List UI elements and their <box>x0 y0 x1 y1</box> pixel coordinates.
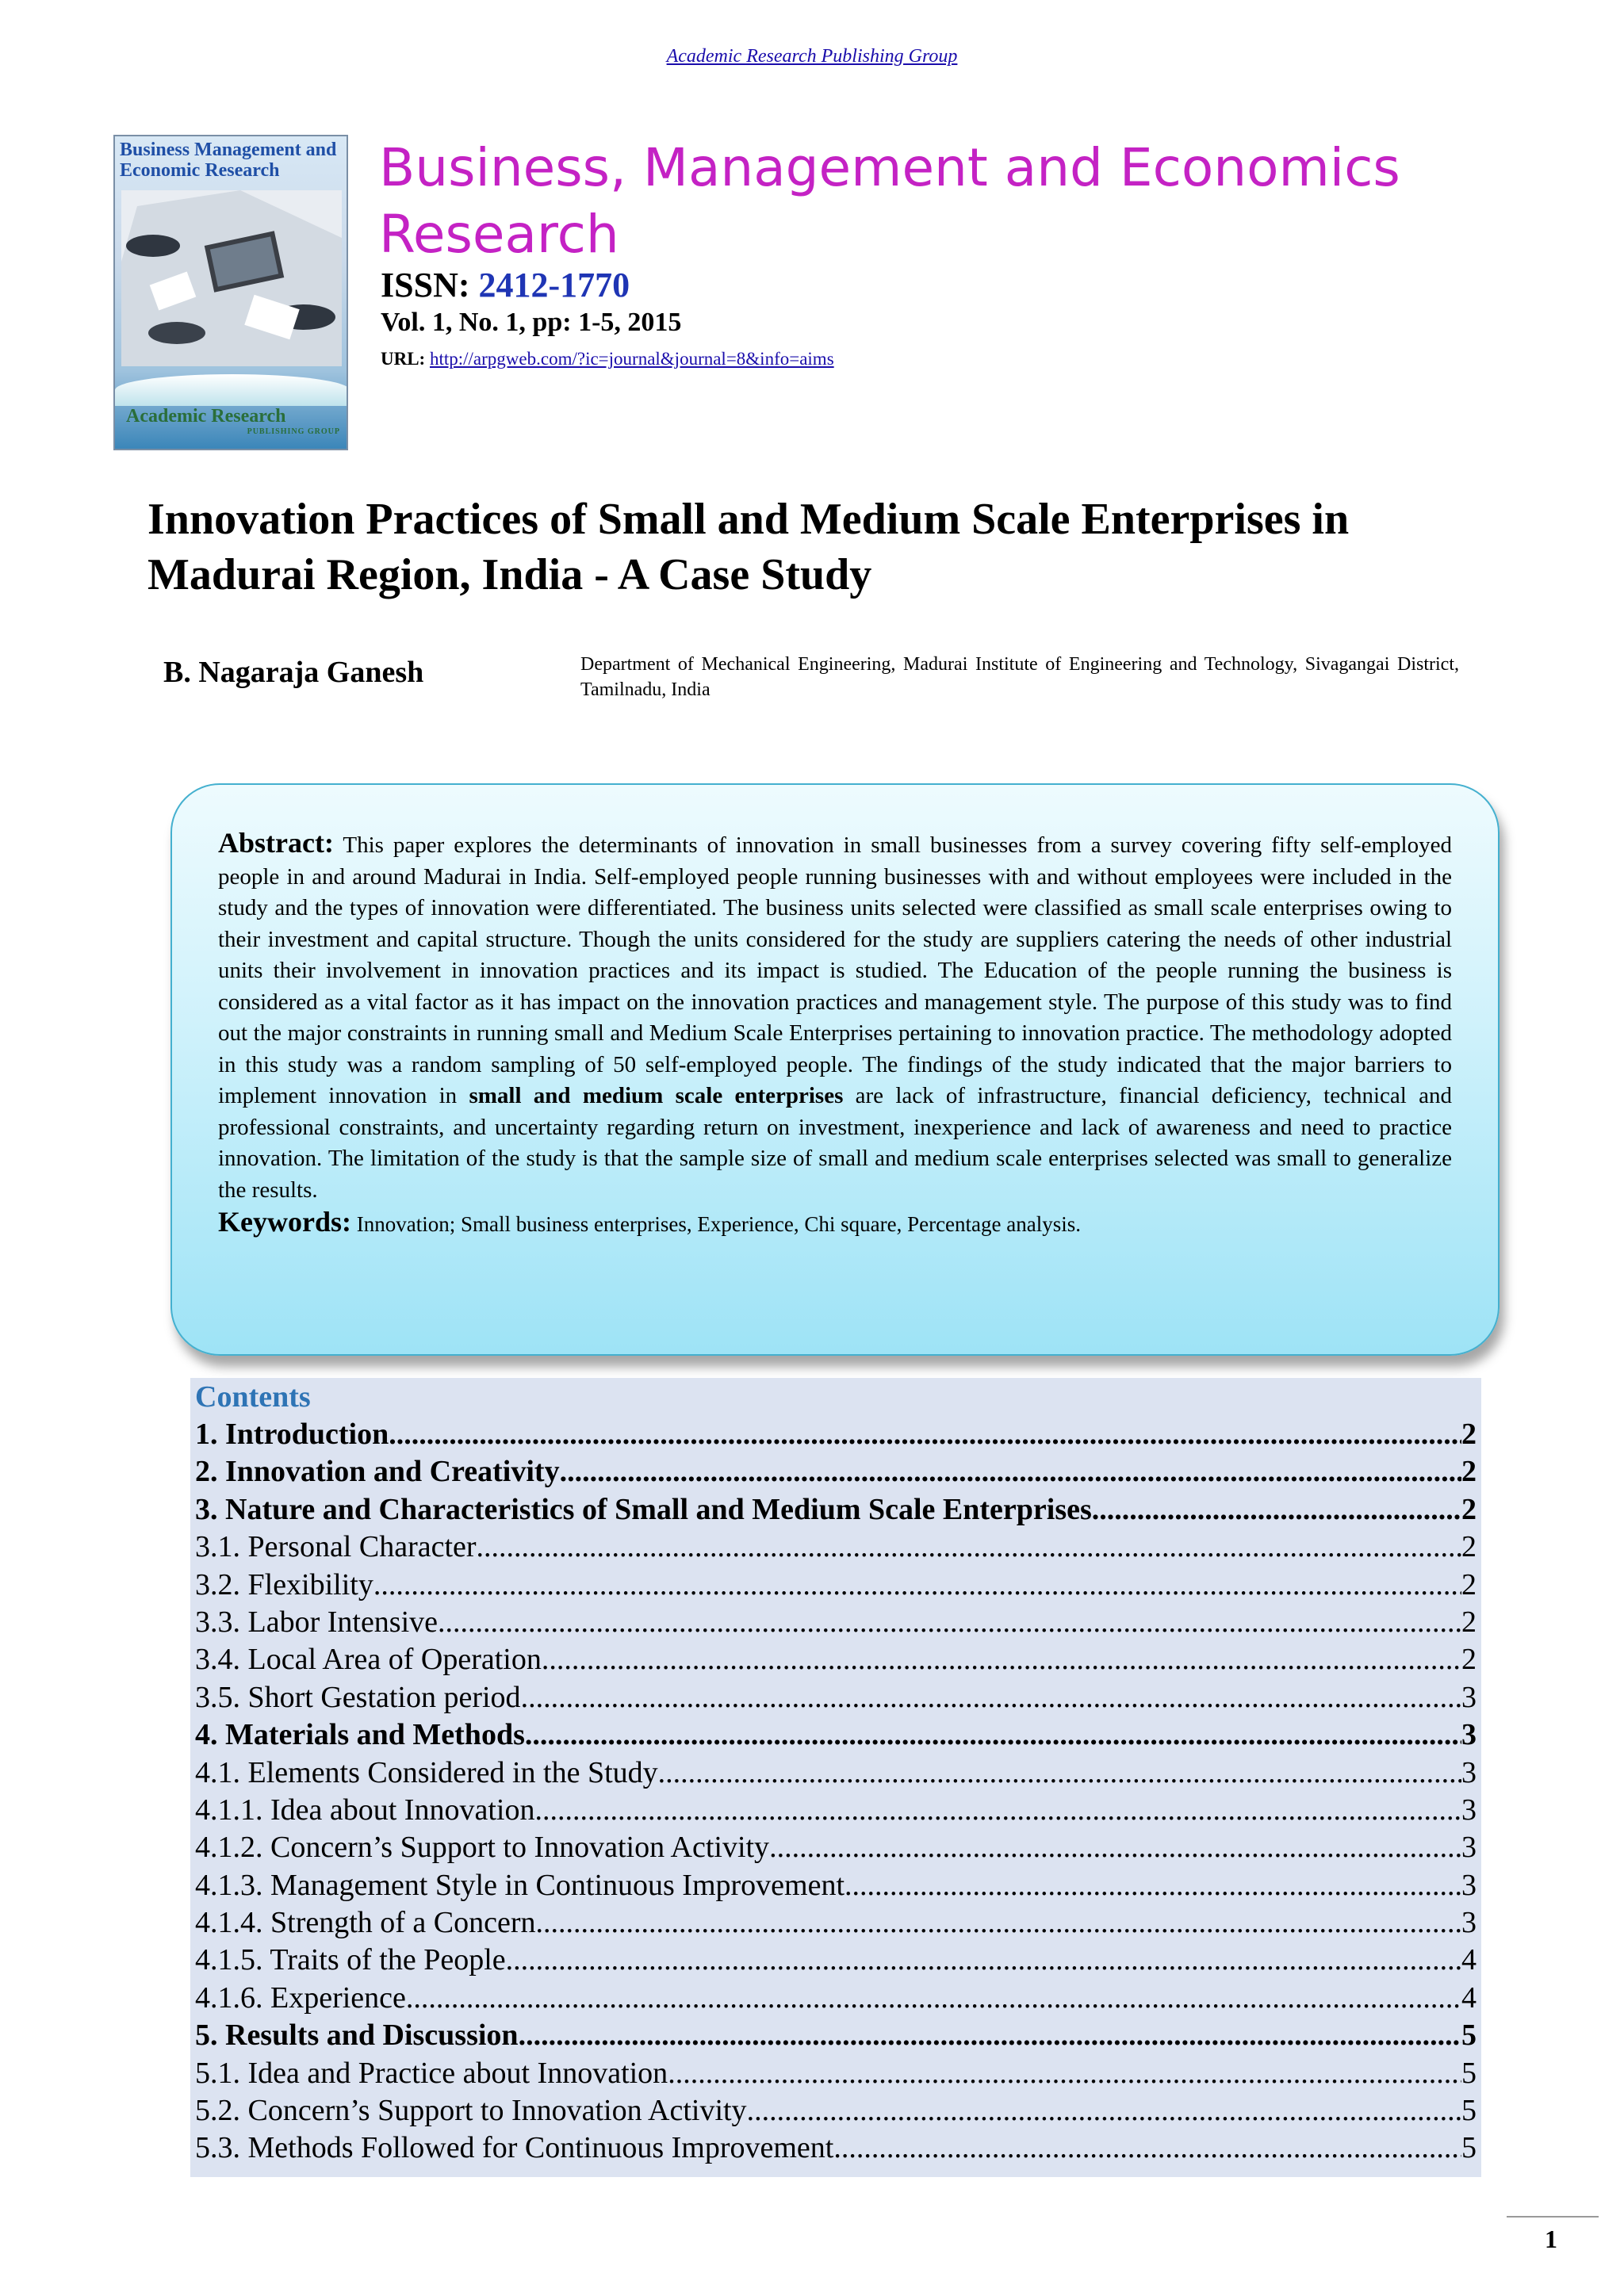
author-affiliation: Department of Mechanical Engineering, Madurai Institute of Engineering and Technology, Sivagangai District, Tamilnadu, India <box>580 654 1459 700</box>
toc-entry[interactable] <box>195 2055 1477 2092</box>
business-meeting-illustration <box>121 190 342 366</box>
toc-leader-dots <box>542 1641 1461 1678</box>
toc-leader-dots <box>534 1792 1461 1829</box>
table-of-contents <box>190 1378 1481 2177</box>
toc-entry-page: 4 <box>1461 1943 1477 1977</box>
toc-leader-dots <box>845 1867 1461 1904</box>
toc-entry-page: 4 <box>1461 1980 1477 2015</box>
toc-leader-dots <box>1092 1491 1461 1529</box>
keywords-text: Innovation; Small business enterprises, Experience, Chi square, Percentage analysis. <box>350 1212 1081 1236</box>
url-label: URL: <box>381 349 426 369</box>
cover-title: Business Management and Economic Research <box>120 140 337 181</box>
toc-entry-label: 4.1. Elements Considered in the Study <box>195 1755 658 1789</box>
toc-leader-dots <box>833 2130 1461 2167</box>
toc-entry-page: 5 <box>1461 2094 1477 2128</box>
journal-title: Business, Management and Economics Research <box>379 137 1400 265</box>
toc-entry[interactable] <box>195 1867 1477 1904</box>
abstract-text-1: This paper explores the determinants of innovation in small businesses from a survey covering fifty self-employed people in and around Madurai in India. Self-employed people running businesses with and without employees were included in the study and the types of innovation were differentiated. The business units selected were classified as small scale enterprises owing to their investment and capital structure. Though the units considered for the study are suppliers catering the needs of other industrial units their involvement in innovation practices and its impact is studied. The Education of the people running the business is considered as a vital factor as it has impact on the innovation practices and management style. The purpose of this study was to find out the major constraints in running small and Medium Scale Enterprises pertaining to innovation practice. The methodology adopted in this study was a random sampling of 50 self-employed people. The findings of the study indicated that the major barriers to implement innovation in <box>218 832 1452 1108</box>
toc-entry[interactable] <box>195 1416 1477 1453</box>
issn <box>381 265 630 305</box>
toc-entry-label: 3.5. Short Gestation period <box>195 1680 521 1714</box>
toc-entry[interactable] <box>195 1641 1477 1678</box>
toc-leader-dots <box>389 1416 1461 1453</box>
toc-entry-page: 3 <box>1461 1906 1477 1940</box>
toc-leader-dots <box>519 2017 1461 2054</box>
toc-entry[interactable] <box>195 1716 1477 1754</box>
cover-brand-sub: PUBLISHING GROUP <box>247 427 340 436</box>
author-name: B. Nagaraja Ganesh <box>163 656 424 689</box>
toc-leader-dots <box>747 2092 1461 2130</box>
toc-entry[interactable] <box>195 2130 1477 2167</box>
keywords <box>218 1206 1452 1240</box>
toc-entry-page: 2 <box>1461 1455 1477 1489</box>
abstract-label: Abstract: <box>218 827 334 859</box>
toc-entry[interactable] <box>195 1904 1477 1942</box>
toc-entry-label: 4.1.4. Strength of a Concern <box>195 1906 536 1940</box>
toc-entry-label: 3.3. Labor Intensive <box>195 1605 439 1639</box>
publisher-link[interactable]: Academic Research Publishing Group <box>666 46 958 67</box>
toc-entry[interactable] <box>195 1529 1477 1566</box>
toc-entry-page: 2 <box>1461 1643 1477 1677</box>
toc-leader-dots <box>438 1604 1461 1641</box>
toc-entry[interactable] <box>195 1755 1477 1792</box>
toc-entry-label: 4.1.1. Idea about Innovation <box>195 1793 535 1827</box>
toc-entry[interactable] <box>195 1453 1477 1490</box>
toc-entry[interactable] <box>195 1792 1477 1829</box>
toc-entry-page: 5 <box>1461 2131 1477 2165</box>
toc-entry-label: 4.1.5. Traits of the People <box>195 1943 506 1977</box>
toc-entry[interactable] <box>195 1567 1477 1604</box>
toc-entry-page: 2 <box>1461 1530 1477 1564</box>
toc-entry-label: 3.2. Flexibility <box>195 1567 373 1601</box>
abstract-text-2: are lack of infrastructure, financial deficiency, technical and professional constraints, and uncertainty regarding return on investment, inexperience and lack of awareness and need to practice innovation. The limitation of the study is that the sample size of small and medium scale enterprises selected was small to generalize the results. <box>218 1083 1452 1203</box>
abstract <box>218 828 1452 1206</box>
toc-entry-page: 3 <box>1461 1793 1477 1827</box>
contents-title: Contents <box>195 1380 311 1414</box>
toc-entry[interactable] <box>195 1942 1477 1979</box>
toc-entry-label: 4.1.3. Management Style in Continuous Improvement <box>195 1868 845 1902</box>
cover-publisher-logo <box>126 406 340 436</box>
toc-entry[interactable] <box>195 1491 1477 1529</box>
toc-entry-page: 5 <box>1461 2056 1477 2090</box>
page-number: 1 <box>1545 2225 1557 2253</box>
journal-url-link[interactable]: http://arpgweb.com/?ic=journal&journal=8&info=aims <box>429 349 834 369</box>
toc-entry-page: 2 <box>1461 1567 1477 1601</box>
toc-entry-label: 3.4. Local Area of Operation <box>195 1643 542 1677</box>
toc-entry-page: 2 <box>1461 1418 1477 1451</box>
toc-entry-page: 2 <box>1461 1605 1477 1639</box>
toc-entry-page: 3 <box>1461 1755 1477 1789</box>
toc-entry[interactable] <box>195 1679 1477 1716</box>
toc-leader-dots <box>560 1453 1461 1490</box>
volume-info: Vol. 1, No. 1, pp: 1-5, 2015 <box>381 308 682 337</box>
toc-entry-page: 3 <box>1461 1831 1477 1865</box>
toc-leader-dots <box>406 1980 1461 2017</box>
toc-leader-dots <box>668 2055 1461 2092</box>
toc-leader-dots <box>521 1679 1461 1716</box>
toc-entry-label: 3.1. Personal Character <box>195 1530 477 1564</box>
keywords-label: Keywords: <box>218 1206 351 1238</box>
toc-list <box>195 1416 1477 2168</box>
toc-entry[interactable] <box>195 1980 1477 2017</box>
toc-entry[interactable] <box>195 1604 1477 1641</box>
toc-leader-dots <box>658 1755 1461 1792</box>
toc-entry-label: 3. Nature and Characteristics of Small and Medium Scale Enterprises <box>195 1492 1092 1526</box>
toc-entry[interactable] <box>195 1829 1477 1866</box>
issn-label: ISSN: <box>381 266 470 304</box>
toc-entry-label: 4. Materials and Methods <box>195 1718 525 1752</box>
toc-entry-label: 2. Innovation and Creativity <box>195 1455 560 1489</box>
toc-entry-page: 3 <box>1461 1718 1477 1752</box>
toc-entry-page: 3 <box>1461 1868 1477 1902</box>
cover-photo <box>121 190 342 366</box>
article-title: Innovation Practices of Small and Medium Scale Enterprises in Madurai Region, India - A Case Study <box>147 495 1350 599</box>
toc-entry-page: 3 <box>1461 1680 1477 1714</box>
cover-wave <box>115 374 348 406</box>
toc-entry-label: 5.1. Idea and Practice about Innovation <box>195 2056 668 2090</box>
toc-entry-label: 5.2. Concern’s Support to Innovation Activity <box>195 2094 747 2128</box>
abstract-bold-phrase: small and medium scale enterprises <box>469 1083 844 1108</box>
abstract-box <box>170 783 1500 1356</box>
toc-leader-dots <box>477 1529 1461 1566</box>
toc-leader-dots <box>769 1829 1461 1866</box>
toc-entry-page: 5 <box>1461 2019 1477 2053</box>
toc-entry-label: 4.1.2. Concern’s Support to Innovation Activity <box>195 1831 770 1865</box>
toc-entry-label: 4.1.6. Experience <box>195 1980 406 2015</box>
footer-rule <box>1507 2216 1599 2218</box>
toc-entry-label: 5. Results and Discussion <box>195 2019 519 2053</box>
toc-leader-dots <box>525 1716 1461 1754</box>
toc-leader-dots <box>373 1567 1461 1604</box>
toc-entry-label: 5.3. Methods Followed for Continuous Improvement <box>195 2131 834 2165</box>
toc-entry[interactable] <box>195 2017 1477 2054</box>
toc-entry-page: 2 <box>1461 1492 1477 1526</box>
cover-brand-name: Academic Research <box>126 406 286 427</box>
journal-url <box>381 349 834 369</box>
toc-leader-dots <box>506 1942 1461 1979</box>
issn-number: 2412-1770 <box>478 266 630 304</box>
journal-cover-image <box>113 135 348 450</box>
toc-entry[interactable] <box>195 2092 1477 2130</box>
toc-entry-label: 1. Introduction <box>195 1418 389 1451</box>
toc-leader-dots <box>536 1904 1461 1942</box>
